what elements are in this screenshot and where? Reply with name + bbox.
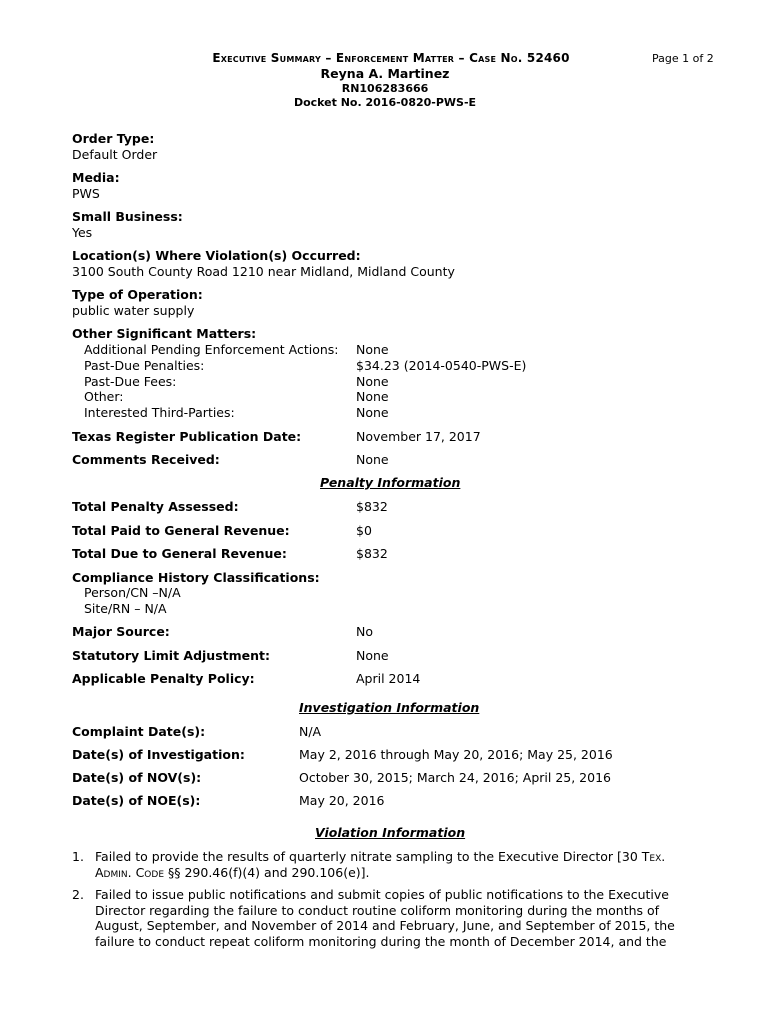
major-source-value: No [356,624,373,639]
other-matters-value: None [356,405,389,421]
order-type-label: Order Type: [72,131,155,146]
site-rn: Site/RN – N/A [84,601,167,616]
total-penalty-label: Total Penalty Assessed: [72,499,239,514]
other-matters-value: None [356,389,389,405]
major-source-label: Major Source: [72,624,170,639]
statutory-limit-value: None [356,648,389,663]
media-value: PWS [72,186,100,201]
penalty-heading: Penalty Information [320,475,461,490]
statutory-limit-label: Statutory Limit Adjustment: [72,648,270,663]
violation-number: 2. [72,887,84,902]
violation-text [95,849,692,880]
operation-type-block [72,287,203,319]
other-matters-block [72,326,256,342]
other-matters-row [84,405,526,421]
other-matters-row [84,358,526,374]
nov-dates-label: Date(s) of NOV(s): [72,770,202,785]
order-type-value: Default Order [72,147,158,162]
noe-dates-value: May 20, 2016 [299,793,385,808]
complaint-dates-value: N/A [299,724,322,739]
other-matters-row [84,389,526,405]
docket-number: Docket No. 2016-0820-PWS-E [293,96,477,109]
violation-text: Failed to issue public notifications and submit copies of public notifications to the Executive Director regarding the failure to conduct routine coliform monitoring during the months of August, September, and November of 2014 and February, June, and September of 2015, the failure to conduct repeat coliform monitoring during the month of December 2014, and the [95,887,675,949]
other-matters-row [84,342,526,358]
other-matters-key: Other: [84,389,124,405]
paid-general-label: Total Paid to General Revenue: [72,523,290,538]
violation-number: 1. [72,849,84,864]
other-matters-key: Past-Due Penalties: [84,357,205,373]
page-number: Page 1 of 2 [652,52,714,65]
investigation-dates-value: May 2, 2016 through May 20, 2016; May 25, 2016 [299,747,613,762]
violation-item [72,887,692,949]
small-business-value: Yes [72,225,93,240]
media-label: Media: [72,170,120,185]
small-business-block [72,209,183,241]
texas-register-value: November 17, 2017 [356,429,481,444]
comments-received: Comments Received: [72,452,220,467]
respondent-name: Reyna A. Martinez [320,66,450,81]
violation-item [72,849,692,880]
penalty-policy-label: Applicable Penalty Policy: [72,671,255,686]
other-matters-label: Other Significant Matters: [72,326,257,341]
complaint-dates-label: Complaint Date(s): [72,724,206,739]
other-matters-value: None [356,342,389,357]
other-matters-row [84,374,526,390]
compliance-history-label: Compliance History Classifications: [72,570,320,585]
violation-text-part: §§ 290.46(f)(4) and 290.106(e)]. [164,864,370,880]
location-value: 3100 South County Road 1210 near Midland, Midland County [72,264,455,279]
other-matters-table [84,342,526,421]
other-matters-key: Past-Due Fees: [84,373,177,389]
rn-number: RN106283666 [341,82,429,95]
other-matters-value: $34.23 (2014-0540-PWS-E) [356,357,527,373]
violation-heading: Violation Information [315,825,466,840]
investigation-dates-label: Date(s) of Investigation: [72,747,245,762]
due-general-value: $832 [356,546,388,561]
comments-received-value: None [356,452,389,467]
paid-general-value: $0 [356,523,372,538]
violation-text-part: Failed to provide the results of quarterly nitrate sampling to the Executive Director [30 [95,849,642,864]
due-general-label: Total Due to General Revenue: [72,546,287,561]
header-title: Executive Summary – Enforcement Matter – Case No. 52460 [212,51,570,65]
document-header [0,51,770,110]
other-matters-key: Interested Third-Parties: [84,405,235,421]
penalty-policy-value: April 2014 [356,671,421,686]
order-type-block [72,131,157,163]
media-block [72,170,120,202]
noe-dates-label: Date(s) of NOE(s): [72,793,201,808]
person-cn: Person/CN –N/A [84,585,181,600]
operation-type-label: Type of Operation: [72,287,203,302]
small-business-label: Small Business: [72,209,183,224]
investigation-heading: Investigation Information [299,700,480,715]
other-matters-key: Additional Pending Enforcement Actions: [84,342,339,357]
violation-citation-sc: Admin. Code [95,864,165,880]
location-block [72,248,455,280]
nov-dates-value: October 30, 2015; March 24, 2016; April 25, 2016 [299,770,611,785]
texas-register-label: Texas Register Publication Date: [72,429,302,444]
violation-citation-sc: Tex. [641,849,666,864]
texas-register-date [72,429,301,444]
total-penalty-value: $832 [356,499,388,514]
other-matters-value: None [356,373,389,389]
location-label: Location(s) Where Violation(s) Occurred: [72,248,361,263]
operation-type-value: public water supply [72,303,195,318]
